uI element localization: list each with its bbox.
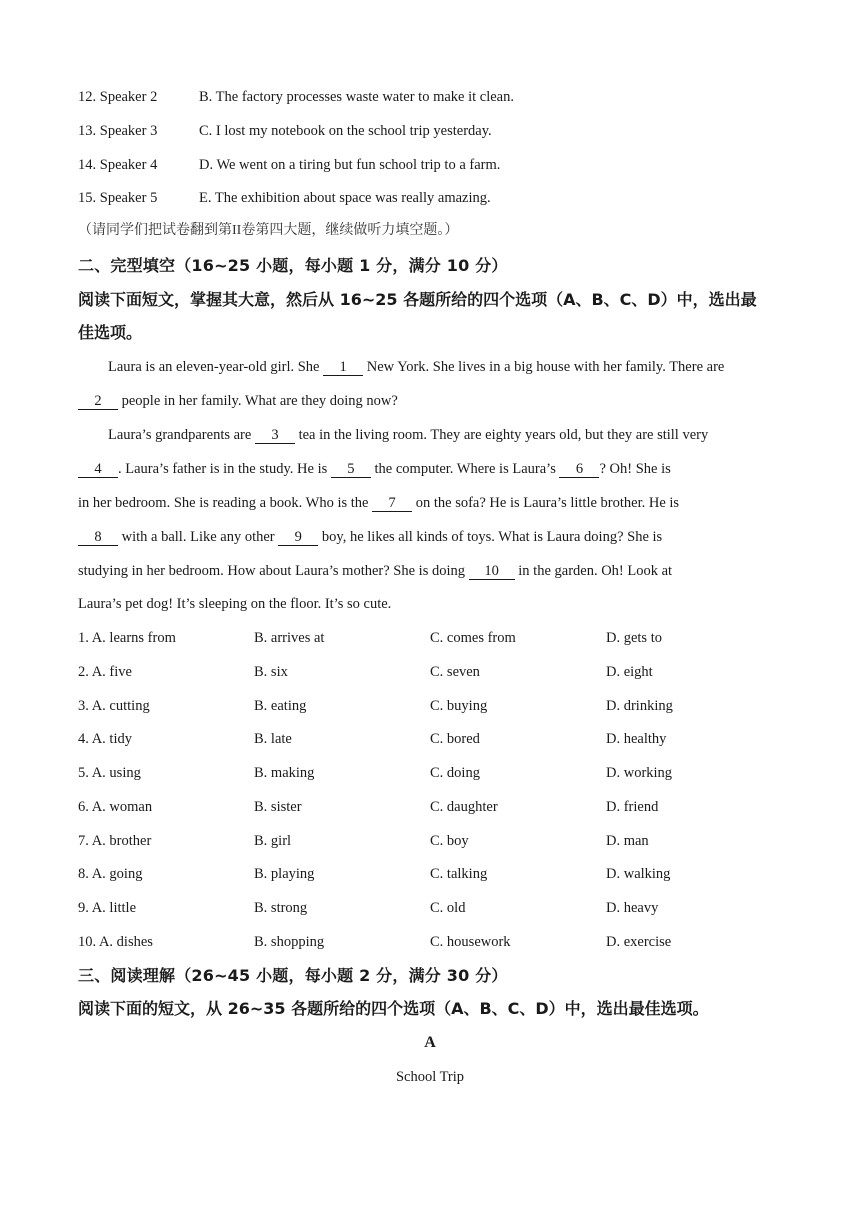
option-b: B. late xyxy=(254,731,292,747)
passage-title: School Trip xyxy=(395,1069,465,1085)
matching-row xyxy=(78,188,788,208)
option-d: D. working xyxy=(606,765,673,781)
passage-line xyxy=(78,425,788,445)
option-b: B. shopping xyxy=(254,934,325,950)
matching-text: B. The factory processes waste water to make it clean. xyxy=(199,89,514,105)
option-d: D. man xyxy=(606,833,649,849)
matching-text: C. I lost my notebook on the school trip yesterday. xyxy=(199,123,492,139)
option-d: D. friend xyxy=(606,799,659,815)
option-c: C. bored xyxy=(430,731,480,747)
blank-9: 9 xyxy=(278,529,318,546)
option-c: C. buying xyxy=(430,698,488,714)
option-c: C. housework xyxy=(430,934,511,950)
matching-text: E. The exhibition about space was really amazing. xyxy=(199,190,491,206)
matching-row xyxy=(78,121,788,141)
passage-line xyxy=(78,391,788,411)
matching-number: 14. Speaker 4 xyxy=(78,157,158,173)
blank-3: 3 xyxy=(255,427,295,444)
passage-text: New York. She lives in a big house with her family. There are xyxy=(363,359,725,375)
blank-1: 1 xyxy=(323,359,363,376)
passage-line xyxy=(78,459,788,479)
option-a: 6. A. woman xyxy=(78,799,153,815)
option-c: C. comes from xyxy=(430,630,516,646)
section-3-instruction: 阅读下面的短文，从 26~35 各题所给的四个选项（A、B、C、D）中，选出最佳选项。 xyxy=(78,999,709,1018)
option-a: 7. A. brother xyxy=(78,833,152,849)
option-c: C. boy xyxy=(430,833,469,849)
matching-row xyxy=(78,155,788,175)
matching-text: D. We went on a tiring but fun school trip to a farm. xyxy=(199,157,501,173)
option-a: 2. A. five xyxy=(78,664,132,680)
section-2-heading: 二、完型填空（16~25 小题，每小题 1 分，满分 10 分） xyxy=(78,256,508,275)
option-a: 8. A. going xyxy=(78,866,143,882)
option-a: 10. A. dishes xyxy=(78,934,153,950)
passage-text: with a ball. Like any other xyxy=(118,529,279,545)
option-c: C. seven xyxy=(430,664,480,680)
option-d: D. eight xyxy=(606,664,653,680)
option-d: D. drinking xyxy=(606,698,673,714)
blank-8: 8 xyxy=(78,529,118,546)
passage-text: Laura’s pet dog! It’s sleeping on the floor. It’s so cute. xyxy=(78,596,392,612)
passage-text: on the sofa? He is Laura’s little brother. He is xyxy=(412,495,680,511)
option-a: 5. A. using xyxy=(78,765,141,781)
option-d: D. walking xyxy=(606,866,671,882)
option-b: B. sister xyxy=(254,799,302,815)
option-a: 9. A. little xyxy=(78,900,136,916)
matching-number: 13. Speaker 3 xyxy=(78,123,158,139)
option-c: C. doing xyxy=(430,765,480,781)
passage-text: Laura’s grandparents are xyxy=(108,427,255,443)
passage-line xyxy=(78,594,788,614)
passage-text: people in her family. What are they doing now? xyxy=(118,393,398,409)
passage-text: in the garden. Oh! Look at xyxy=(514,563,673,579)
passage-line xyxy=(78,527,788,547)
blank-7: 7 xyxy=(372,495,412,512)
blank-5: 5 xyxy=(331,461,371,478)
option-c: C. talking xyxy=(430,866,488,882)
option-b: B. arrives at xyxy=(254,630,325,646)
option-a: 3. A. cutting xyxy=(78,698,150,714)
matching-number: 12. Speaker 2 xyxy=(78,89,158,105)
option-d: D. healthy xyxy=(606,731,667,747)
matching-row xyxy=(78,87,788,107)
option-d: D. gets to xyxy=(606,630,662,646)
option-c: C. old xyxy=(430,900,466,916)
passage-line xyxy=(78,561,788,581)
option-a: 4. A. tidy xyxy=(78,731,132,747)
passage-text: Laura is an eleven-year-old girl. She xyxy=(108,359,324,375)
section-3-heading: 三、阅读理解（26~45 小题，每小题 2 分，满分 30 分） xyxy=(78,966,508,985)
passage-text: boy, he likes all kinds of toys. What is Laura doing? She is xyxy=(318,529,663,545)
option-b: B. strong xyxy=(254,900,308,916)
turn-page-note: （请同学们把试卷翻到第II卷第四大题，继续做听力填空题。） xyxy=(78,223,459,238)
passage-text: tea in the living room. They are eighty years old, but they are still very xyxy=(294,427,709,443)
passage-text: the computer. Where is Laura’s xyxy=(370,461,560,477)
passage-text: . Laura’s father is in the study. He is xyxy=(118,461,331,477)
option-b: B. six xyxy=(254,664,288,680)
option-b: B. girl xyxy=(254,833,292,849)
passage-text: ? Oh! She is xyxy=(599,461,671,477)
blank-6: 6 xyxy=(559,461,599,478)
option-b: B. eating xyxy=(254,698,307,714)
option-d: D. exercise xyxy=(606,934,672,950)
passage-line xyxy=(78,357,788,377)
passage-text: in her bedroom. She is reading a book. Who is the xyxy=(78,495,373,511)
blank-2: 2 xyxy=(78,393,118,410)
blank-4: 4 xyxy=(78,461,118,478)
option-d: D. heavy xyxy=(606,900,659,916)
passage-text: studying in her bedroom. How about Laura’s mother? She is doing xyxy=(78,563,469,579)
part-label: A xyxy=(424,1034,436,1051)
option-b: B. making xyxy=(254,765,315,781)
option-a: 1. A. learns from xyxy=(78,630,176,646)
section-2-instruction-line-2: 佳选项。 xyxy=(78,323,143,342)
passage-line xyxy=(78,493,788,513)
option-b: B. playing xyxy=(254,866,315,882)
blank-10: 10 xyxy=(469,563,515,580)
option-c: C. daughter xyxy=(430,799,498,815)
matching-number: 15. Speaker 5 xyxy=(78,190,158,206)
section-2-instruction-line-1: 阅读下面短文，掌握其大意，然后从 16~25 各题所给的四个选项（A、B、C、D）中，选出最 xyxy=(78,290,757,309)
